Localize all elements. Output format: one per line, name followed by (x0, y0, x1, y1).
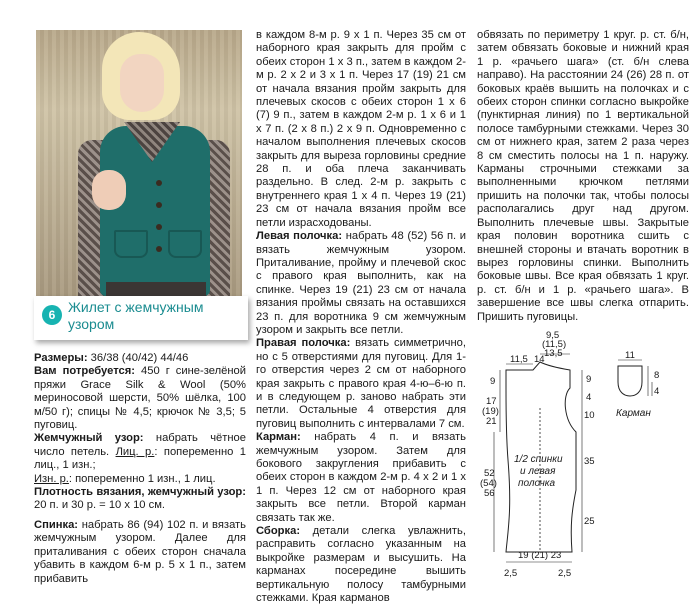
dim-left-52: 52 (484, 468, 495, 479)
dim-left-17: 17 (486, 396, 497, 407)
dim-top-b: (11,5) (542, 339, 567, 350)
pattern-title-box (34, 296, 248, 340)
pocket-label: Карман (616, 408, 651, 419)
dim-right-9: 9 (586, 374, 592, 385)
dim-top-a: 9,5 (546, 330, 560, 341)
text-column-1 (34, 352, 246, 586)
pearl-pattern-paragraph: Жемчужный узор: набрать чётное число петель. Лиц. р.: попеременно 1 лиц., 1 изн.; Изн. р.: попеременно 1 изн., 1 лиц. (34, 432, 246, 485)
dim-neck: 14 (534, 354, 545, 365)
dim-bottom-right: 2,5 (558, 568, 572, 579)
pattern-number-badge: 6 (42, 305, 62, 325)
dim-left-56: 56 (484, 488, 495, 499)
pocket-outline (618, 366, 642, 396)
right-front-paragraph: Правая полочка: вязать симметрично, но с 5 отверстиями для пуговиц. Для 1-го отверстия через 2 см от наборного края закрыть с правого края 4-ю–6-ю п. и в следующем р. заново набрать эти петли. Остальные 4 отверстия для пуговиц выполнить с интервалами 7 см. (256, 337, 466, 430)
left-front-paragraph: Левая полочка: набрать 48 (52) 56 п. и вязать жемчужным узором. Приталивание, пройму и плечевой скос с правого края выполнить, как на спинке. Через 19 (21) 23 см от начала вязания проймы связать на оставшихся 23 п. для воротника 9 см жемчужным узором и закрыть все петли. (256, 230, 467, 336)
pocket-height-4: 4 (654, 386, 660, 397)
dim-shoulder: 11,5 (510, 354, 528, 365)
pocket-width: 11 (625, 350, 635, 361)
dim-left-21: 21 (486, 416, 497, 427)
pocket-paragraph: Карман: набрать 4 п. и вязать жемчужным узором. Затем для бокового закругления прибавить с обеих сторон в каждом 2-м р. 4 х 2 и 1 х 1 п. Через 12 см от наборного края закрыть все петли. Второй карман связать так же. (256, 431, 466, 524)
density-paragraph: Плотность вязания, жемчужный узор: 20 п. и 30 р. = 10 х 10 см. (34, 486, 246, 512)
text-column-2 (256, 29, 466, 605)
dim-bottom-left: 2,5 (504, 568, 518, 579)
assembly-continued-paragraph: обвязать по периметру 1 круг. р. ст. б/н, затем обвязать боковые и нижний края 1 р. «рачьего шага» (ст. б/н слева направо). На расстоянии 24 (26) 28 п. от боковых краёв вышить на полочках и с обеих сторон спинки согласно выкройке (пунктирная линия) по 1 вертикальной полосе тамбурными стежками. Через 30 см от нижнего края, затем 2 раза через 8 см сместить полосы на 1 п. наружу. Карманы строчными стежками за выполненными крючком петлями пришить на полочки так, чтобы полосы располагались друг над другом. Выполнить плечевые швы. Закрытые края половин воротника сшить с внешней стороны и втачать воротник в вырез горловины спинки. Выполнить боковые швы. Все края обвязать 1 круг. р. ст. б/н и 1 р. «рачьего шага». В завершение все швы слегка отпарить. Пришить пуговицы. (477, 29, 689, 323)
dim-top-c: 13,5 (544, 348, 563, 359)
back-paragraph: Спинка: набрать 86 (94) 102 п. и вязать жемчужным узором. Далее для приталивания с обеих сторон сначала убавить в каждом 6-м р. 5 х 1 п., затем прибавить (34, 518, 246, 585)
dim-left-54: (54) (480, 478, 497, 489)
dim-right-35: 35 (584, 456, 595, 467)
assembly-paragraph: Сборка: детали слегка увлажнить, расправить согласно указанным на выкройке размерам и высушить. На карманах посередине вышить вертикальную полосу тамбурными стежками. Края карманов (256, 525, 466, 605)
materials-paragraph: Вам потребуется: 450 г сине-зелёной пряжи Grace Silk & Wool (50% мериносовой шерсти, 50% шёлка, 100 м/50 г); спицы № 4,5; крючок № 3,5; 5 пуговиц. (34, 365, 247, 432)
piece-label-1: 1/2 спинки (514, 454, 563, 465)
piece-label-3: полочка (518, 478, 556, 489)
dim-left-19: (19) (482, 406, 499, 417)
dim-left-9: 9 (490, 376, 496, 387)
pocket-height-8: 8 (654, 370, 660, 381)
dim-right-10: 10 (584, 410, 595, 421)
pattern-title: Жилет с жемчужным узором (68, 299, 204, 332)
dim-right-4: 4 (586, 392, 592, 403)
back-continued-paragraph: в каждом 8-м р. 9 х 1 п. Через 35 см от наборного края закрыть для пройм с обеих сторон 1 х 3 п., затем в каждом 2-м р. 2 х 2 и 3 х 1 п. Через 17 (19) 21 см от начала вязания пройм закрыть для плечевых скосов с обеих сторон 1 х 6 (7) 9 п., затем в каждом 2-м р. 1 х 6 и 1 х 7 п. (2 х 8 п.) 2 х 9 п. Одновременно с началом выполнения плечевых скосов закрыть для выреза горловины средние 28 п. и оба плеча заканчивать раздельно. В след. 2-м р. закрыть с внутреннего края 1 х 4 п. Через 19 (21) 23 см от начала вязания пройм все петли израсходованы. (256, 29, 466, 229)
sizes-paragraph: Размеры: 36/38 (40/42) 44/46 (34, 352, 189, 364)
piece-label-2: и левая (520, 466, 556, 477)
pattern-schematic (478, 330, 693, 580)
dim-bottom-mid: 19 (21) 23 (518, 550, 562, 561)
model-photo (36, 30, 242, 296)
dim-right-25: 25 (584, 516, 595, 527)
text-column-3 (477, 29, 689, 324)
